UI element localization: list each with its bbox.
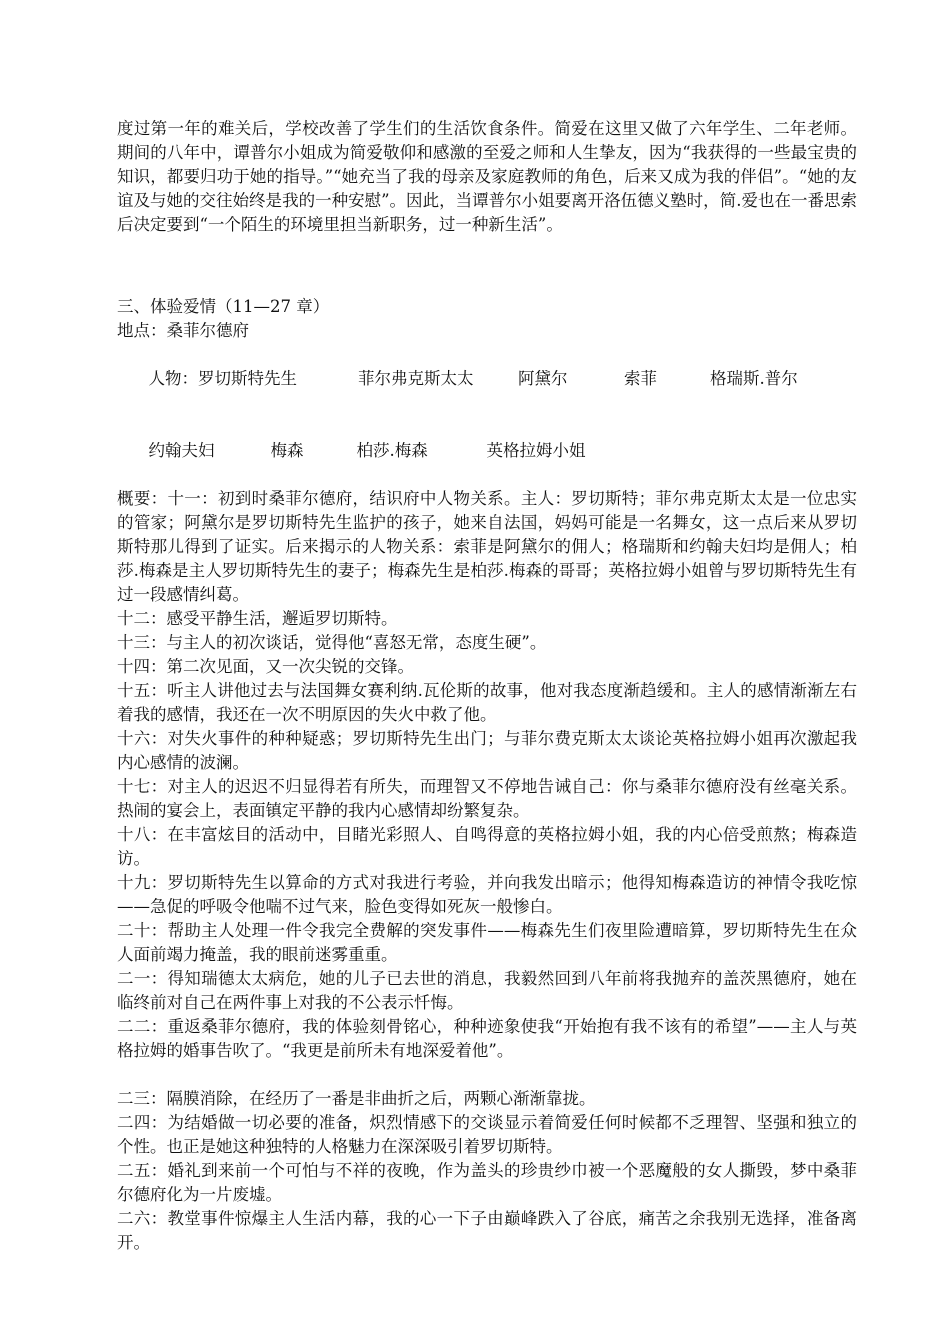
chapter-15: 十五：听主人讲他过去与法国舞女赛利纳.瓦伦斯的故事，他对我态度渐趋缓和。主人的感情渐渐左右着我的感情，我还在一次不明原因的失火中救了他。 [117,681,857,724]
person-rochester: 罗切斯特先生 [197,369,297,388]
person-sophie: 索菲 [623,369,657,388]
people-line-2 [117,415,857,487]
spacer [117,1063,857,1087]
chapter-16: 十六：对失火事件的种种疑惑；罗切斯特先生出门；与菲尔费克斯太太谈论英格拉姆小姐再次激起我内心感情的波澜。 [117,729,857,772]
chapter-19: 十九：罗切斯特先生以算命的方式对我进行考验，并向我发出暗示；他得知梅森造访的神情令我吃惊——急促的呼吸令他喘不过气来，脸色变得如死灰一般惨白。 [117,873,857,916]
chapter-13: 十三：与主人的初次谈话，觉得他“喜怒无常，态度生硬”。 [117,633,547,652]
chapter-14: 十四：第二次见面，又一次尖锐的交锋。 [117,657,414,676]
spacer [117,237,857,295]
document-body [117,117,857,1255]
person-adele: 阿黛尔 [517,369,568,388]
person-fairfax: 菲尔弗克斯太太 [357,369,474,388]
summary-paragraph: 概要：十一：初到时桑菲尔德府，结识府中人物关系。主人：罗切斯特；菲尔弗克斯太太是一位忠实的管家；阿黛尔是罗切斯特先生监护的孩子，她来自法国，妈妈可能是一名舞女，这一点后来从罗切斯特那儿得到了证实。后来揭示的人物关系：索菲是阿黛尔的佣人；格瑞斯和约翰夫妇均是佣人；柏莎.梅森是主人罗切斯特先生的妻子；梅森先生是柏莎.梅森的哥哥；英格拉姆小姐曾与罗切斯特先生有过一段感情纠葛。 [117,489,857,604]
people-line-1 [117,343,857,415]
chapter-20: 二十：帮助主人处理一件令我完全费解的突发事件——梅森先生们夜里险遭暗算，罗切斯特先生在众人面前竭力掩盖，我的眼前迷雾重重。 [117,921,857,964]
person-ingram: 英格拉姆小姐 [486,441,586,460]
people-label: 人物： [148,369,198,388]
chapter-12: 十二：感受平静生活，邂逅罗切斯特。 [117,609,398,628]
chapter-25: 二五：婚礼到来前一个可怕与不祥的夜晚，作为盖头的珍贵纱巾被一个恶魔般的女人撕毁，梦中桑菲尔德府化为一片废墟。 [117,1161,857,1204]
location-line: 地点：桑菲尔德府 [117,321,249,340]
chapter-24: 二四：为结婚做一切必要的准备，炽烈情感下的交谈显示着简爱任何时候都不乏理智、坚强和独立的个性。也正是她这种独特的人格魅力在深深吸引着罗切斯特。 [117,1113,857,1156]
chapter-21: 二一：得知瑞德太太病危，她的儿子已去世的消息，我毅然回到八年前将我抛弃的盖茨黑德府，她在临终前对自己在两件事上对我的不公表示忏悔。 [117,969,857,1012]
chapter-26: 二六：教堂事件惊爆主人生活内幕，我的心一下子由巅峰跌入了谷底，痛苦之余我别无选择，准备离开。 [117,1209,857,1252]
chapter-17: 十七：对主人的迟迟不归显得若有所失，而理智又不停地告诫自己：你与桑菲尔德府没有丝毫关系。热闹的宴会上，表面镇定平静的我内心感情却纷繁复杂。 [117,777,857,820]
person-grace-poole: 格瑞斯.普尔 [709,369,798,388]
person-mason: 梅森 [270,441,304,460]
chapter-18: 十八：在丰富炫目的活动中，目睹光彩照人、自鸣得意的英格拉姆小姐，我的内心倍受煎熬；梅森造访。 [117,825,857,868]
person-johns: 约翰夫妇 [148,441,215,460]
person-bertha-mason: 柏莎.梅森 [356,441,428,460]
chapter-23: 二三：隔膜消除，在经历了一番是非曲折之后，两颗心渐渐靠拢。 [117,1089,596,1108]
section-heading: 三、体验爱情（11—27 章） [117,297,330,316]
chapter-22: 二二：重返桑菲尔德府，我的体验刻骨铭心，种种迹象使我“开始抱有我不该有的希望”——主人与英格拉姆的婚事告吹了。“我更是前所未有地深爱着他”。 [117,1017,857,1060]
intro-paragraph: 度过第一年的难关后，学校改善了学生们的生活饮食条件。简爱在这里又做了六年学生、二年老师。期间的八年中，谭普尔小姐成为简爱敬仰和感激的至爱之师和人生挚友，因为“我获得的一些最宝贵的知识，都要归功于她的指导。”“她充当了我的母亲及家庭教师的角色，后来又成为我的伴侣”。“她的友谊及与她的交往始终是我的一种安慰”。因此，当谭普尔小姐要离开洛伍德义塾时，简.爱也在一番思索后决定要到“一个陌生的环境里担当新职务，过一种新生活”。 [117,119,857,234]
